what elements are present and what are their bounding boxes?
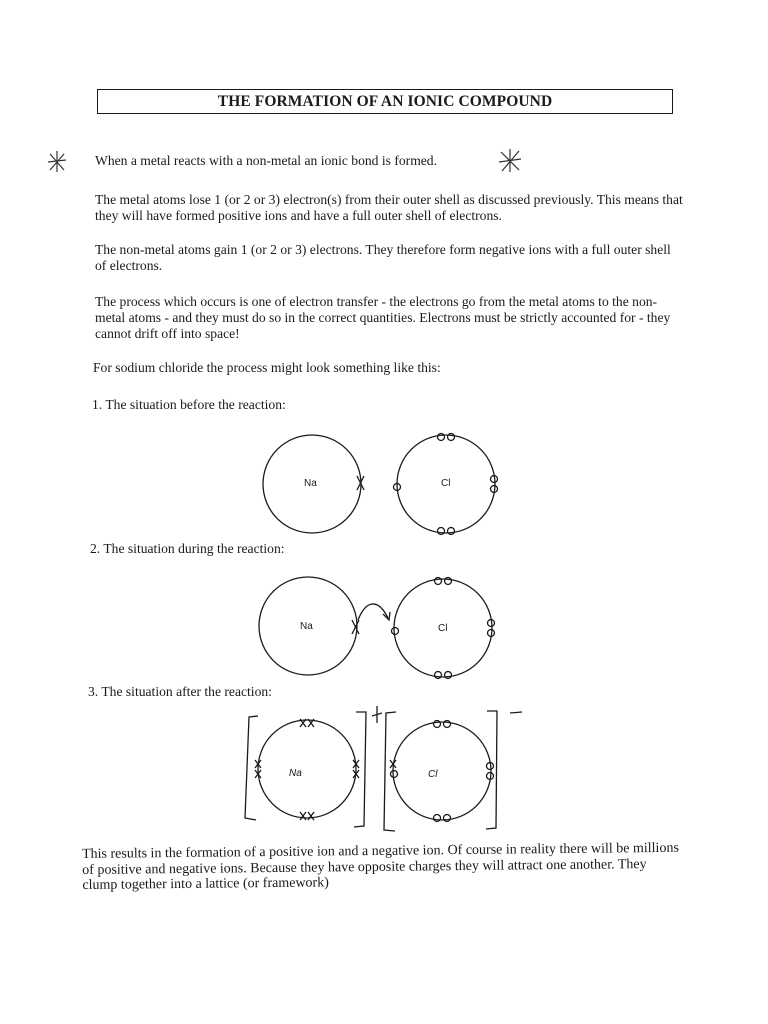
sodium-label: Na bbox=[300, 621, 313, 632]
chlorine-label: Cl bbox=[438, 623, 448, 634]
sodium-ion-handwritten-label: Na bbox=[289, 768, 302, 779]
electron-transfer-arrow bbox=[358, 604, 388, 620]
step-2-heading: 2. The situation during the reaction: bbox=[90, 541, 285, 556]
chlorine-electron bbox=[438, 434, 445, 441]
conclusion-paragraph: This results in the formation of a positive ion and a negative ion. Of course in reality there will be millions of positive and negative ions. Because they have opposite charges they will attract one another. They clump together into a lattice (or framework) bbox=[82, 840, 679, 893]
step-3-heading: 3. The situation after the reaction: bbox=[88, 684, 272, 699]
chloride-electron bbox=[444, 721, 451, 728]
sodium-left-bracket bbox=[245, 716, 258, 820]
metal-paragraph: The metal atoms lose 1 (or 2 or 3) electron(s) from their outer shell as discussed previously. This means that they will have formed positive ions and have a full outer shell of electrons. bbox=[95, 192, 683, 223]
chlorine-electron bbox=[435, 672, 442, 679]
chloride-ion-shell bbox=[393, 722, 491, 820]
chlorine-electron bbox=[448, 528, 455, 535]
sodium-ion-shell bbox=[258, 720, 356, 818]
chloride-electron bbox=[434, 815, 441, 822]
chloride-left-bracket bbox=[384, 712, 396, 831]
sodium-electron-cross bbox=[352, 620, 359, 634]
sodium-chloride-paragraph: For sodium chloride the process might look something like this: bbox=[93, 360, 441, 375]
chlorine-electron bbox=[448, 434, 455, 441]
chlorine-label: Cl bbox=[441, 478, 451, 489]
non-metal-paragraph: The non-metal atoms gain 1 (or 2 or 3) electrons. They therefore form negative ions with a full outer shell of electrons. bbox=[95, 242, 671, 273]
step-1-heading: 1. The situation before the reaction: bbox=[92, 397, 286, 412]
sodium-electron-cross bbox=[300, 812, 314, 820]
sodium-label: Na bbox=[304, 478, 317, 489]
chlorine-electron bbox=[438, 528, 445, 535]
chlorine-electron bbox=[445, 578, 452, 585]
page-title: THE FORMATION OF AN IONIC COMPOUND bbox=[97, 89, 673, 114]
chlorine-electron bbox=[435, 578, 442, 585]
chlorine-electron bbox=[392, 628, 399, 635]
chloride-electron bbox=[391, 771, 398, 778]
chloride-ion-handwritten-label: Cl bbox=[428, 769, 438, 780]
positive-charge-mark bbox=[372, 706, 382, 723]
chloride-electron bbox=[434, 721, 441, 728]
process-paragraph: The process which occurs is one of electron transfer - the electrons go from the metal atoms to the non-metal atoms - and they must do so in the correct quantities. Electrons must be strictly accounted for - they cannot drift off into space! bbox=[95, 294, 671, 341]
intro-paragraph: When a metal reacts with a non-metal an ionic bond is formed. bbox=[95, 153, 437, 168]
chloride-electron bbox=[444, 815, 451, 822]
negative-charge-mark bbox=[510, 712, 522, 713]
chlorine-electron bbox=[445, 672, 452, 679]
